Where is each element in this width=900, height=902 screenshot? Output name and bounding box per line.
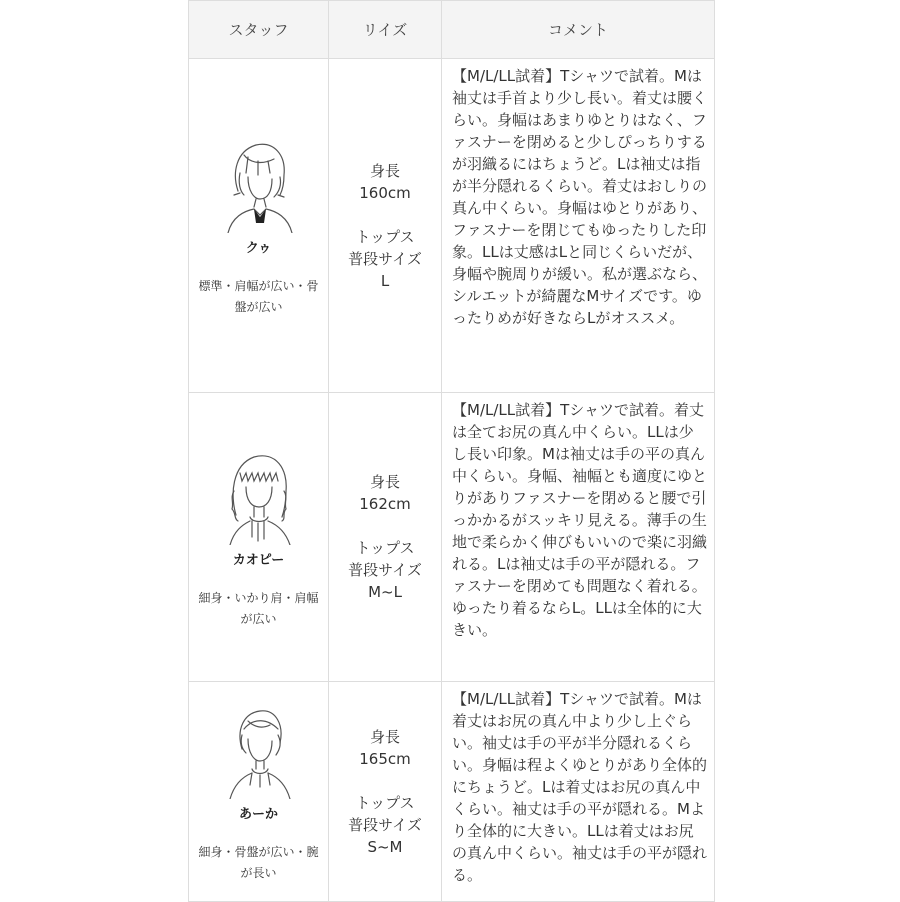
- table-header-row: [189, 1, 715, 59]
- tops-label: トップス: [355, 793, 415, 812]
- staff-avatar-icon: [214, 133, 304, 233]
- staff-avatar-icon: [214, 699, 304, 799]
- tops-label: トップス: [355, 227, 415, 246]
- staff-name: クゥ: [245, 241, 272, 256]
- staff-cell: [189, 682, 329, 902]
- staff-size-table: [188, 0, 715, 902]
- usual-size-label: 普段サイズ: [348, 249, 422, 268]
- staff-avatar-icon: [214, 445, 304, 545]
- size-cell: [329, 682, 442, 902]
- usual-size-value: L: [380, 271, 390, 290]
- height-label: 身長: [369, 727, 400, 746]
- height-label: 身長: [369, 161, 400, 180]
- staff-name: あーか: [238, 807, 278, 822]
- size-cell: [329, 393, 442, 682]
- usual-size-label: 普段サイズ: [348, 815, 422, 834]
- staff-cell: [189, 59, 329, 393]
- comment-cell: 【M/L/LL試着】Tシャツで試着。Mは袖丈は手首より少し長い。着丈は腰くらい。身幅はあまりゆとりはなく、ファスナーを閉めると少しぴっちりするが羽織るにはちょうど。Lは袖丈は指が半分隠れるくらい。着丈はおしりの真ん中くらい。身幅はゆとりがあり、ファスナーを閉じてもゆったりした印象。LLは丈感はLと同じくらいだが、身幅や腕周りが緩い。私が選ぶなら、シルエットが綺麗なMサイズです。ゆったりめが好きならLがオススメ。: [442, 59, 715, 393]
- table-row: [189, 682, 715, 902]
- staff-body-type: 細身・いかり肩・肩幅が広い: [198, 590, 319, 626]
- usual-size-value: M~L: [368, 583, 402, 601]
- comment-cell: 【M/L/LL試着】Tシャツで試着。着丈は全てお尻の真ん中くらい。LLは少し長い印象。Mは袖丈は手の平の真ん中くらい。身幅、袖幅とも適度にゆとりがありファスナーを閉めると腰で引っかかるがスッキリ見える。薄手の生地で柔らかく伸びもいいので楽に羽織れる。Lは袖丈は手の平が隠れる。ファスナーを閉めても問題なく着れる。ゆったり着るならL。LLは全体的に大きい。: [442, 393, 715, 682]
- staff-body-type: 標準・肩幅が広い・骨盤が広い: [198, 279, 319, 314]
- height-value: 162cm: [359, 495, 411, 513]
- staff-body-type: 細身・骨盤が広い・腕が長い: [198, 845, 319, 880]
- tops-label: トップス: [355, 539, 415, 557]
- staff-name: カオピー: [232, 552, 285, 568]
- usual-size-value: S~M: [367, 837, 403, 856]
- header-comment: コメント: [442, 1, 715, 59]
- staff-cell: [189, 393, 329, 682]
- table-row: [189, 59, 715, 393]
- usual-size-label: 普段サイズ: [348, 561, 422, 579]
- size-cell: [329, 59, 442, 393]
- table-row: [189, 393, 715, 682]
- comment-cell: 【M/L/LL試着】Tシャツで試着。Mは着丈はお尻の真ん中より少し上ぐらい。袖丈は手の平が半分隠れるくらい。身幅は程よくゆとりがあり全体的にちょうど。Lは着丈はお尻の真ん中くらい。袖丈は手の平が隠れる。Mより全体的に大きい。LLは着丈はお尻の真ん中くらい。袖丈は手の平が隠れる。: [442, 682, 715, 902]
- height-label: 身長: [369, 473, 400, 491]
- height-value: 160cm: [359, 183, 411, 202]
- height-value: 165cm: [359, 749, 411, 768]
- header-size: リイズ: [329, 1, 442, 59]
- header-staff: スタッフ: [189, 1, 329, 59]
